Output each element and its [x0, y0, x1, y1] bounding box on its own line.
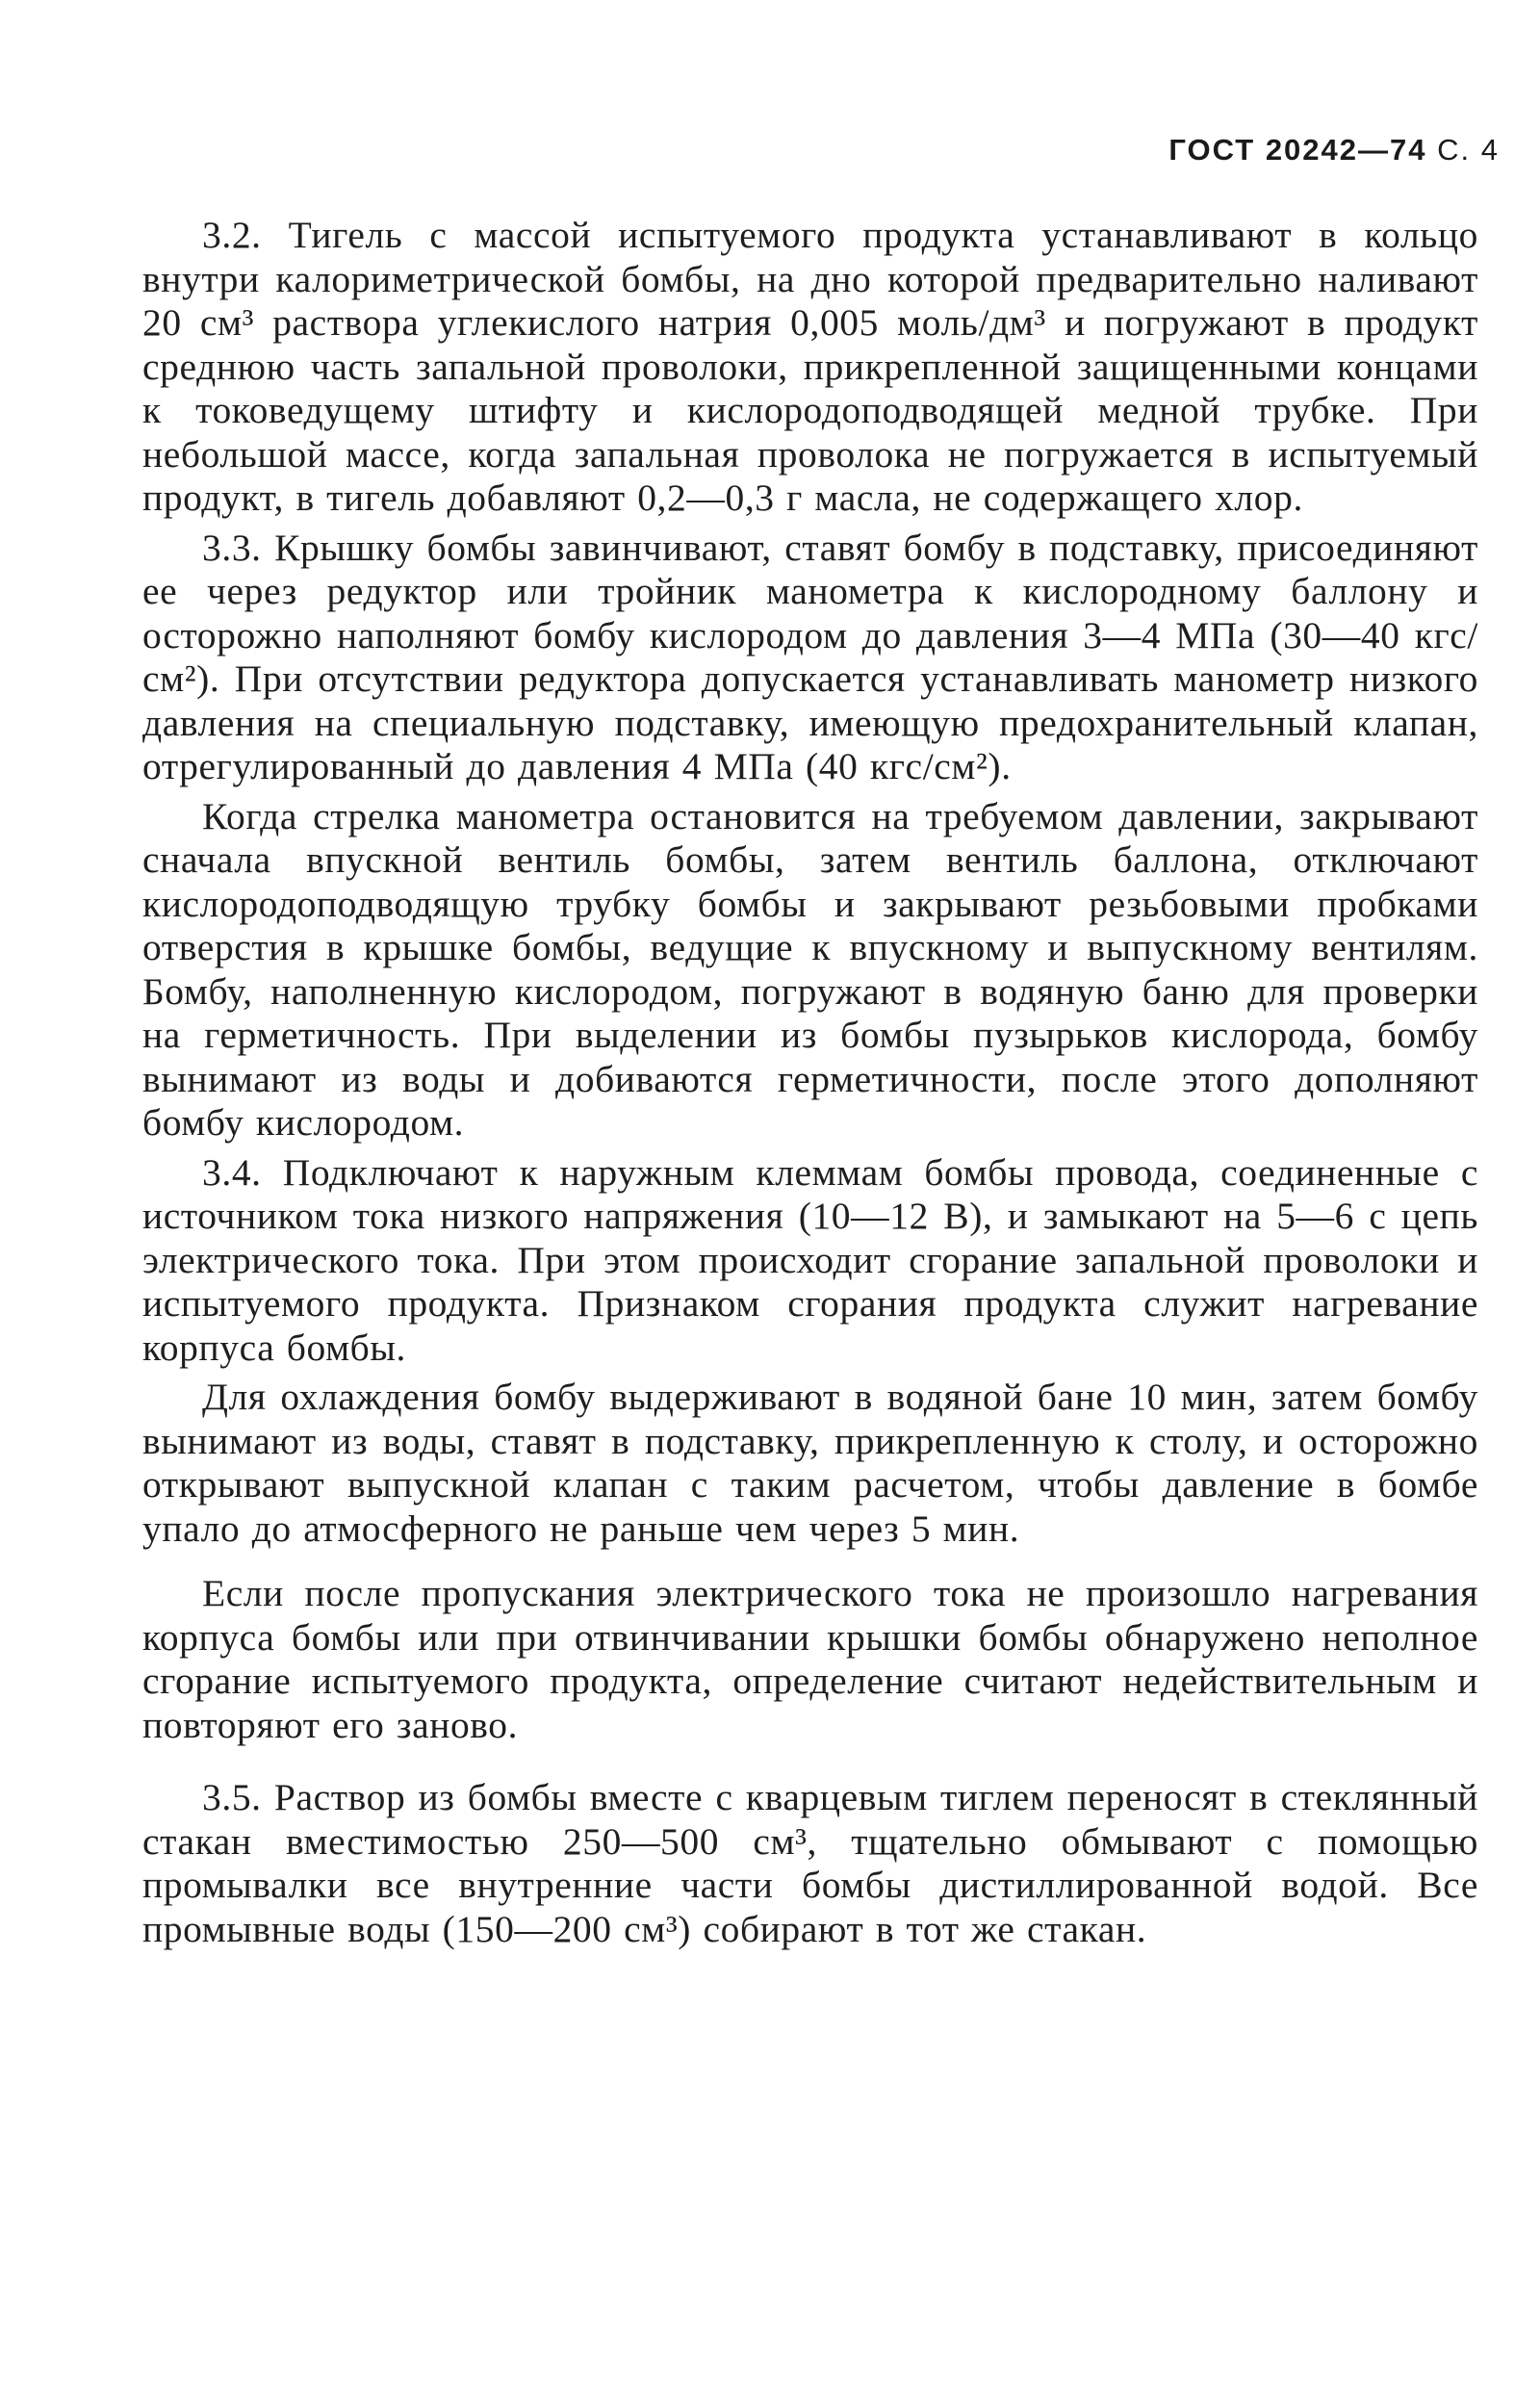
- paragraph-3-2: 3.2. Тигель с массой испытуемого продукта устанавливают в кольцо внутри калориметрической бомбы, на дно которой предварительно наливают 20 см³ раствора углекислого натрия 0,005 моль/дм³ и погружают в продукт среднюю часть запальной проволоки, прикрепленной защищенными концами к токоведущему штифту и кислородоподводящей медной трубке. При небольшой массе, когда запальная проволока не погружается в испытуемый продукт, в тигель добавляют 0,2—0,3 г масла, не содержащего хлор.: [142, 214, 1478, 519]
- paragraph-3-5: 3.5. Раствор из бомбы вместе с кварцевым тиглем переносят в стеклянный стакан вместимостью 250—500 см³, тщательно обмывают с помощью промывалки все внутренние части бомбы дистиллированной водой. Все промывные воды (150—200 см³) собирают в тот же стакан.: [142, 1776, 1478, 1950]
- standard-number: ГОСТ 20242—74: [1168, 133, 1427, 167]
- paragraph-invalid-determination: Если после пропускания электрического тока не произошло нагревания корпуса бомбы или при отвинчивании крышки бомбы обнаружено неполное сгорание испытуемого продукта, определение считают недействительным и повторяют его заново.: [142, 1572, 1478, 1746]
- paragraph-3-3-continued: Когда стрелка манометра остановится на требуемом давлении, закрывают сначала впускной вентиль бомбы, затем вентиль баллона, отключают кислородоподводящую трубку бомбы и закрывают резьбовыми пробками отверстия в крышке бомбы, ведущие к впускному и выпускному вентилям. Бомбу, наполненную кислородом, погружают в водяную баню для проверки на герметичность. При выделении из бомбы пузырьков кислорода, бомбу вынимают из воды и добиваются герметичности, после этого дополняют бомбу кислородом.: [142, 794, 1478, 1144]
- paragraph-3-3: 3.3. Крышку бомбы завинчивают, ставят бомбу в подставку, присоединяют ее через редуктор или тройник манометра к кислородному баллону и осторожно наполняют бомбу кислородом до давления 3—4 МПа (30—40 кгс/см²). При отсутствии редуктора допускается устанавливать манометр низкого давления на специальную подставку, имеющую предохранительный клапан, отрегулированный до давления 4 МПа (40 кгс/см²).: [142, 526, 1478, 787]
- document-body: [142, 214, 1478, 1957]
- page-number: С. 4: [1437, 133, 1500, 167]
- paragraph-cooling: Для охлаждения бомбу выдерживают в водяной бане 10 мин, затем бомбу вынимают из воды, ставят в подставку, прикрепленную к столу, и осторожно открывают выпускной клапан с таким расчетом, чтобы давление в бомбе упало до атмосферного не раньше чем через 5 мин.: [142, 1376, 1478, 1550]
- page-header: [1168, 133, 1500, 167]
- paragraph-3-4: 3.4. Подключают к наружным клеммам бомбы провода, соединенные с источником тока низкого напряжения (10—12 В), и замыкают на 5—6 с цепь электрического тока. При этом происходит сгорание запальной проволоки и испытуемого продукта. Признаком сгорания продукта служит нагревание корпуса бомбы.: [142, 1150, 1478, 1369]
